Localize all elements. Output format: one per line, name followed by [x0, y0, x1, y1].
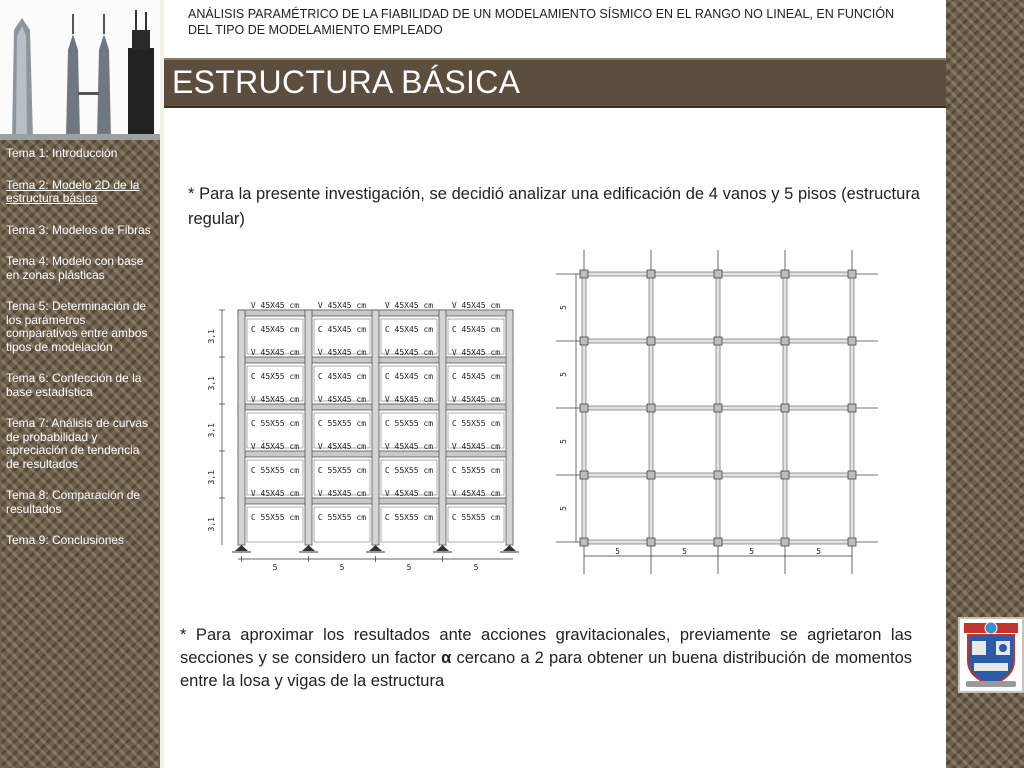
beam-label: V 45X45 cm	[451, 442, 501, 451]
university-logo	[958, 617, 1024, 693]
sidebar-topic-4[interactable]: Tema 4: Modelo con base en zonas plásticas	[6, 254, 144, 282]
sidebar-topic-5[interactable]: Tema 5: Determinación de los parámetros comparativos entre ambos tipos de modelación	[6, 299, 148, 354]
plan-column	[848, 337, 856, 345]
plan-column	[714, 337, 722, 345]
sidebar-topic-9[interactable]: Tema 9: Conclusiones	[6, 533, 125, 547]
bay-width-label: 5	[272, 563, 278, 572]
plan-column	[580, 538, 588, 546]
beam-label: V 45X45 cm	[384, 489, 434, 498]
beam-label: V 45X45 cm	[384, 395, 434, 404]
bay-width-label: 5	[615, 547, 620, 556]
bay-width-label: 5	[682, 547, 687, 556]
plan-column	[714, 270, 722, 278]
plan-column	[714, 471, 722, 479]
skyline-image	[0, 0, 160, 140]
support-mark	[235, 545, 248, 551]
beam-label: V 45X45 cm	[250, 489, 300, 498]
page-title: ESTRUCTURA BÁSICA	[172, 64, 521, 100]
beam-label: V 45X45 cm	[451, 348, 501, 357]
divider	[160, 0, 164, 768]
plan-column	[647, 471, 655, 479]
beam-label: V 45X45 cm	[451, 489, 501, 498]
beam-label: V 45X45 cm	[250, 442, 300, 451]
plan-column	[848, 270, 856, 278]
presentation-subtitle: ANÁLISIS PARAMÉTRICO DE LA FIABILIDAD DE UN MODELAMIENTO SÍSMICO EN EL RANGO NO LINEAL, EN FUNCIÓN DEL TIPO DE MODELAMIENTO EMPLEADO	[188, 7, 895, 37]
intro-paragraph: * Para la presente investigación, se decidió analizar una edificación de 4 vanos y 5 pisos (estructura regular)	[188, 185, 920, 228]
support-mark	[369, 545, 382, 551]
plan-column	[580, 471, 588, 479]
column-label: C 55X55 cm	[384, 419, 434, 428]
column-label: C 45X55 cm	[250, 372, 300, 381]
column-label: C 45X45 cm	[317, 372, 367, 381]
title-bar	[164, 58, 946, 108]
plan-column	[848, 471, 856, 479]
column-label: C 55X55 cm	[317, 513, 367, 522]
floor-height-label: 3,1	[207, 376, 216, 391]
column	[372, 310, 379, 545]
column-label: C 45X45 cm	[384, 325, 434, 334]
column-label: C 45X45 cm	[250, 325, 300, 334]
beam-label: V 45X45 cm	[384, 348, 434, 357]
floor-height-label: 3,1	[207, 423, 216, 438]
column-label: C 55X55 cm	[451, 513, 501, 522]
column-label: C 55X55 cm	[250, 513, 300, 522]
floor-height-label: 3,1	[207, 517, 216, 532]
beam-label: V 45X45 cm	[384, 442, 434, 451]
column-label: C 55X55 cm	[384, 513, 434, 522]
support-mark	[302, 545, 315, 551]
method-paragraph	[180, 624, 912, 693]
shield-icon	[960, 619, 1022, 691]
bay-width-label: 5	[406, 563, 412, 572]
sidebar-topic-7[interactable]: Tema 7: Análisis de curvas de probabilidad y apreciación de tendencia de resultados	[6, 416, 149, 471]
elevation-frame-diagram	[204, 290, 534, 610]
column-label: C 55X55 cm	[451, 419, 501, 428]
beam-label: V 45X45 cm	[317, 442, 367, 451]
method-paragraph-part2: cercano a 2 para obtener un buena distribución de momentos entre la losa y vigas de la estructura	[180, 649, 912, 690]
row-spacing-label: 5	[559, 372, 568, 377]
beam-label: V 45X45 cm	[317, 348, 367, 357]
sidebar-topic-2[interactable]: Tema 2: Modelo 2D de la estructura básica	[6, 177, 140, 205]
column-label: C 55X55 cm	[317, 466, 367, 475]
column	[305, 310, 312, 545]
plan-grid-diagram	[552, 246, 888, 608]
column-label: C 55X55 cm	[384, 466, 434, 475]
plan-column	[580, 404, 588, 412]
method-paragraph-part1: * Para aproximar los resultados ante acciones gravitacionales, previamente se agrietaron las secciones y se considero un factor	[180, 626, 912, 667]
plan-column	[647, 538, 655, 546]
bay-width-label: 5	[749, 547, 754, 556]
sidebar-topic-1[interactable]: Tema 1: Introducción	[6, 146, 118, 160]
plan-column	[647, 270, 655, 278]
plan-column	[781, 270, 789, 278]
bay-width-label: 5	[816, 547, 821, 556]
beam-label: V 45X45 cm	[250, 301, 300, 310]
column	[439, 310, 446, 545]
plan-column	[781, 538, 789, 546]
sidebar-topic-6[interactable]: Tema 6: Confección de la base estadística	[6, 371, 142, 399]
plan-column	[848, 538, 856, 546]
plan-column	[781, 404, 789, 412]
skyline-illustration	[0, 0, 160, 140]
bay-width-label: 5	[339, 563, 345, 572]
sidebar-topic-8[interactable]: Tema 8: Comparación de resultados	[6, 488, 141, 516]
beam-label: V 45X45 cm	[250, 348, 300, 357]
beam-label: V 45X45 cm	[384, 301, 434, 310]
support-mark	[436, 545, 449, 551]
plan-column	[580, 337, 588, 345]
beam-label: V 45X45 cm	[317, 489, 367, 498]
plan-column	[647, 337, 655, 345]
sidebar-topic-3[interactable]: Tema 3: Modelos de Fibras	[6, 222, 151, 237]
column-label: C 45X45 cm	[317, 325, 367, 334]
row-spacing-label: 5	[559, 439, 568, 444]
column-label: C 55X55 cm	[250, 466, 300, 475]
plan-column	[848, 404, 856, 412]
sidebar-panel	[0, 0, 160, 768]
row-spacing-label: 5	[559, 506, 568, 511]
alpha-symbol: α	[441, 649, 452, 667]
support-mark	[503, 545, 516, 551]
beam-label: V 45X45 cm	[317, 301, 367, 310]
plan-column	[714, 538, 722, 546]
topic-list	[6, 147, 156, 566]
column-label: C 45X45 cm	[451, 325, 501, 334]
plan-column	[781, 471, 789, 479]
beam-label: V 45X45 cm	[317, 395, 367, 404]
column-label: C 45X45 cm	[451, 372, 501, 381]
floor-height-label: 3,1	[207, 470, 216, 485]
floor-height-label: 3,1	[207, 329, 216, 344]
beam-label: V 45X45 cm	[451, 301, 501, 310]
column	[238, 310, 245, 545]
plan-column	[714, 404, 722, 412]
bay-width-label: 5	[473, 563, 479, 572]
plan-column	[647, 404, 655, 412]
beam-label: V 45X45 cm	[250, 395, 300, 404]
beam-label: V 45X45 cm	[451, 395, 501, 404]
column-label: C 55X55 cm	[317, 419, 367, 428]
column-label: C 55X55 cm	[451, 466, 501, 475]
row-spacing-label: 5	[559, 305, 568, 310]
column-label: C 45X45 cm	[384, 372, 434, 381]
plan-column	[580, 270, 588, 278]
plan-column	[781, 337, 789, 345]
column-label: C 55X55 cm	[250, 419, 300, 428]
column	[506, 310, 513, 545]
